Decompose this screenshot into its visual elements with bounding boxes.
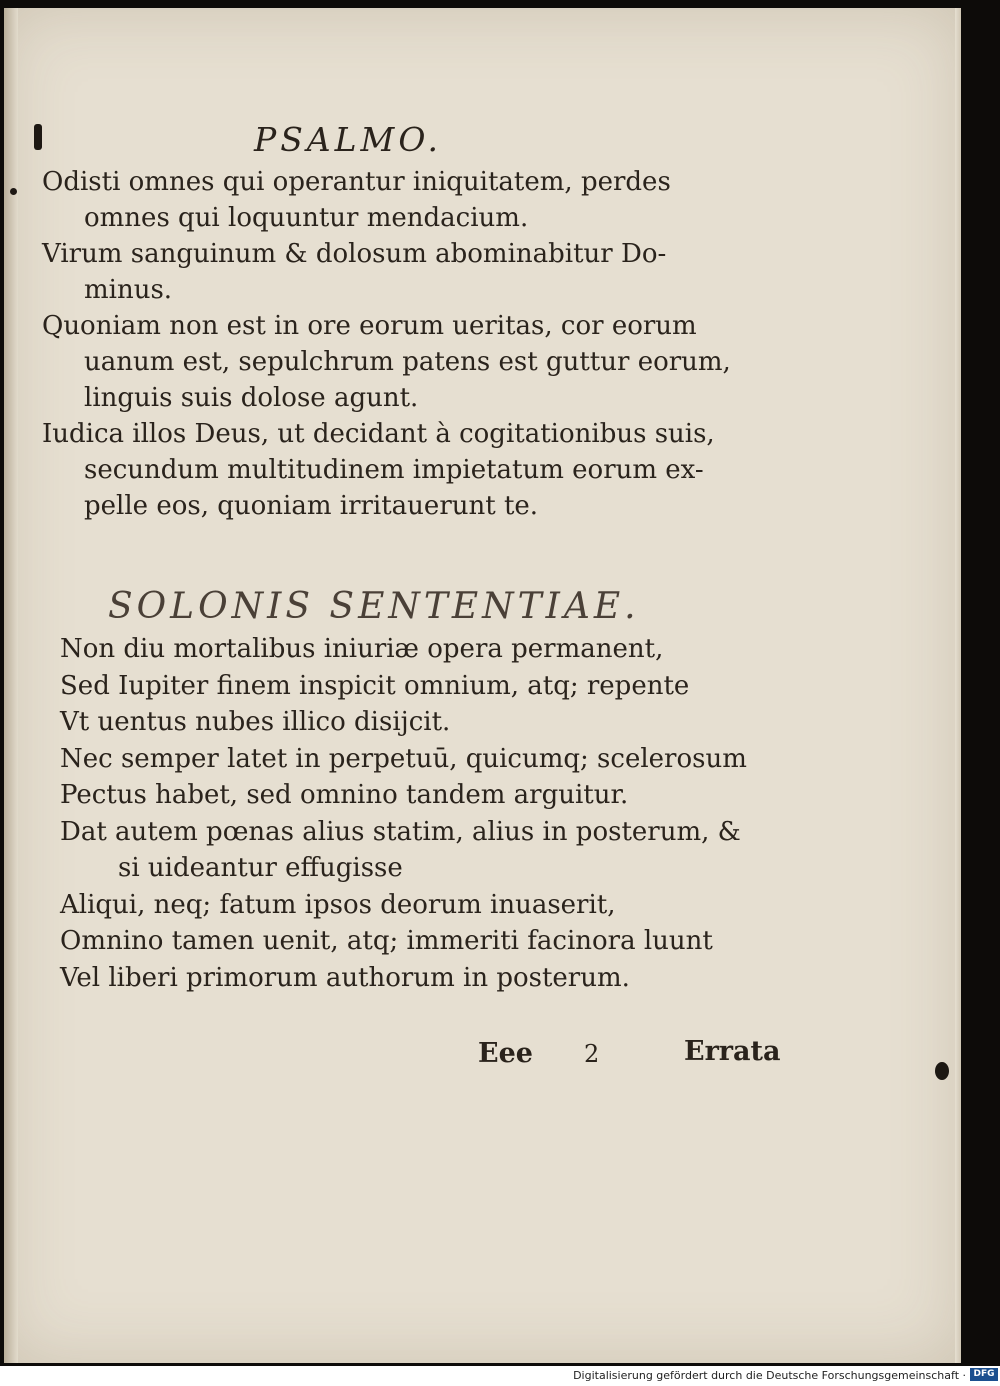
ink-dot-mark bbox=[935, 1062, 949, 1080]
psalm-line: secundum multitudinem impietatum eorum ex- bbox=[84, 455, 704, 485]
section-heading: SOLONIS SENTENTIAE. bbox=[108, 586, 640, 627]
psalm-text bbox=[42, 164, 782, 524]
psalm-line: Quoniam non est in ore eorum ueritas, cor eorum bbox=[42, 311, 697, 341]
psalm-line: uanum est, sepulchrum patens est guttur eorum, bbox=[84, 347, 731, 377]
signature-mark: Eee bbox=[478, 1038, 533, 1069]
footer-credit: Digitalisierung gefördert durch die Deutsche Forschungsgemeinschaft · bbox=[573, 1369, 966, 1382]
verse-line: Aliqui, neq; fatum ipsos deorum inuaserit, bbox=[60, 889, 616, 920]
psalm-line: Virum sanguinum & dolosum abominabitur Do- bbox=[42, 239, 667, 269]
verse-line: Vt uentus nubes illico disijcit. bbox=[60, 707, 451, 737]
verse-line: Non diu mortalibus iniuriæ opera permanent, bbox=[60, 634, 664, 664]
psalm-line: linguis suis dolose agunt. bbox=[84, 383, 419, 413]
verse-line: Vel liberi primorum authorum in posterum. bbox=[60, 962, 630, 993]
verse-line: si uideantur effugisse bbox=[118, 853, 403, 883]
catchword: Errata bbox=[684, 1036, 781, 1067]
book-page bbox=[4, 8, 961, 1363]
verse-line: Dat autem pœnas alius statim, alius in posterum, & bbox=[60, 816, 741, 847]
psalm-line: Iudica illos Deus, ut decidant à cogitationibus suis, bbox=[42, 419, 715, 449]
verse-line: Nec semper latet in perpetuū, quicumq; scelerosum bbox=[60, 743, 747, 774]
page-binding-shadow bbox=[4, 8, 18, 1363]
dfg-logo: DFG bbox=[970, 1368, 998, 1381]
signature-number: 2 bbox=[584, 1040, 600, 1068]
ink-blot-mark bbox=[34, 124, 42, 150]
verse-text bbox=[60, 631, 800, 996]
verse-line: Omnino tamen uenit, atq; immeriti facinora luunt bbox=[60, 926, 713, 956]
verse-line: Pectus habet, sed omnino tandem arguitur. bbox=[60, 780, 629, 810]
psalm-line: omnes qui loquuntur mendacium. bbox=[84, 203, 529, 233]
psalm-line: minus. bbox=[84, 275, 173, 305]
psalm-line: Odisti omnes qui operantur iniquitatem, perdes bbox=[42, 167, 671, 197]
psalm-line: pelle eos, quoniam irritauerunt te. bbox=[84, 491, 539, 521]
verse-line: Sed Iupiter finem inspicit omnium, atq; repente bbox=[60, 670, 690, 701]
ink-dot-mark bbox=[10, 188, 17, 195]
running-head: PSALMO. bbox=[254, 120, 442, 159]
page-edge bbox=[955, 8, 961, 1363]
